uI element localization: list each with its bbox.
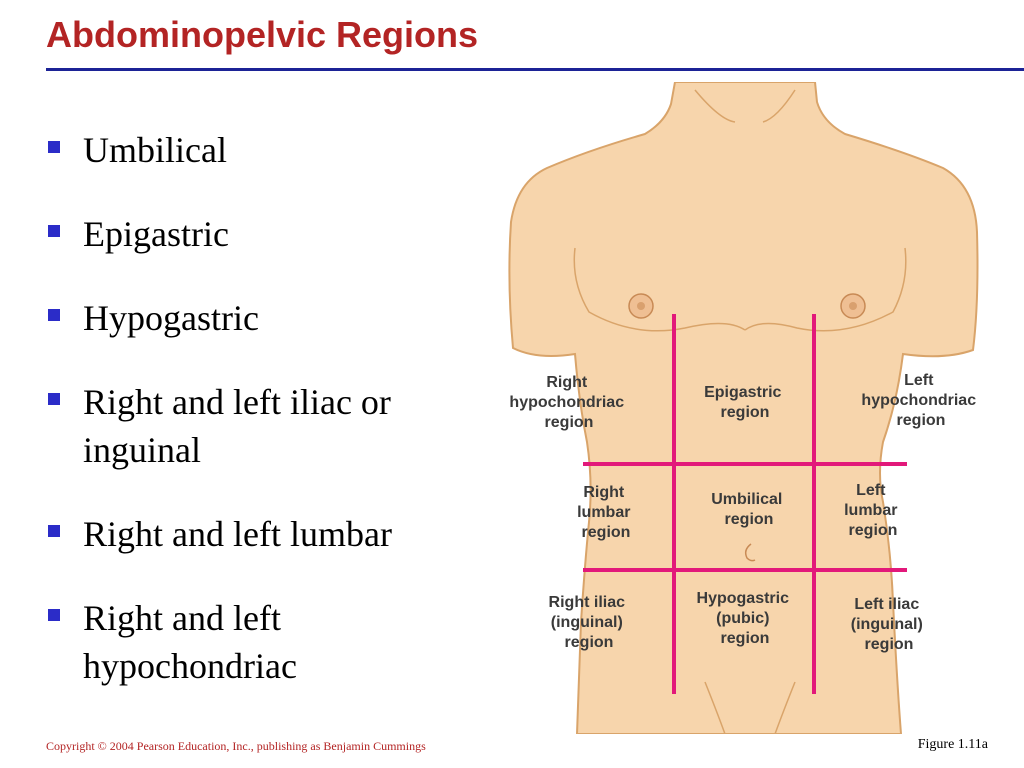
slide-title: Abdominopelvic Regions [46,14,479,55]
left-lumbar-label: Left lumbar region [844,482,898,539]
right-hypochondriac-label: Right hypochondriac region [509,374,625,431]
epigastric-label: Epigastric region [704,384,782,421]
bullet-item [46,594,466,690]
bullet-list [46,126,466,726]
bullet-text: Umbilical [83,130,227,170]
copyright-footer: Copyright © 2004 Pearson Education, Inc., publishing as Benjamin Cummings [46,739,426,753]
bullet-item [46,510,466,558]
square-bullet-icon [48,309,60,321]
hypogastric-label: Hypogastric (pubic) region [696,590,790,647]
right-iliac-label: Right iliac (inguinal) region [548,594,625,651]
bullet-item [46,126,466,174]
bullet-text: Right and left [83,598,281,638]
bullet-text: Epigastric [83,214,229,254]
bullet-item [46,210,466,258]
square-bullet-icon [48,393,60,405]
umbilical-label: Umbilical region [711,491,783,528]
square-bullet-icon [48,609,60,621]
left-iliac-label: Left iliac (inguinal) region [850,596,923,653]
right-lumbar-label: Right lumbar region [577,484,631,541]
bullet-text-continued: inguinal [83,430,201,470]
bullet-text: Right and left iliac or [83,382,391,422]
title-divider [46,68,1024,71]
nipple-icon [849,302,857,310]
bullet-text-continued: hypochondriac [83,646,297,686]
figure-label: Figure 1.11a [917,737,988,752]
square-bullet-icon [48,141,60,153]
nipple-icon [637,302,645,310]
bullet-item [46,294,466,342]
left-hypochondriac-label: Left hypochondriac region [861,372,977,429]
square-bullet-icon [48,225,60,237]
bullet-item [46,378,466,474]
abdominopelvic-regions-diagram [505,82,985,734]
bullet-text: Hypogastric [83,298,259,338]
bullet-text: Right and left lumbar [83,514,392,554]
square-bullet-icon [48,525,60,537]
